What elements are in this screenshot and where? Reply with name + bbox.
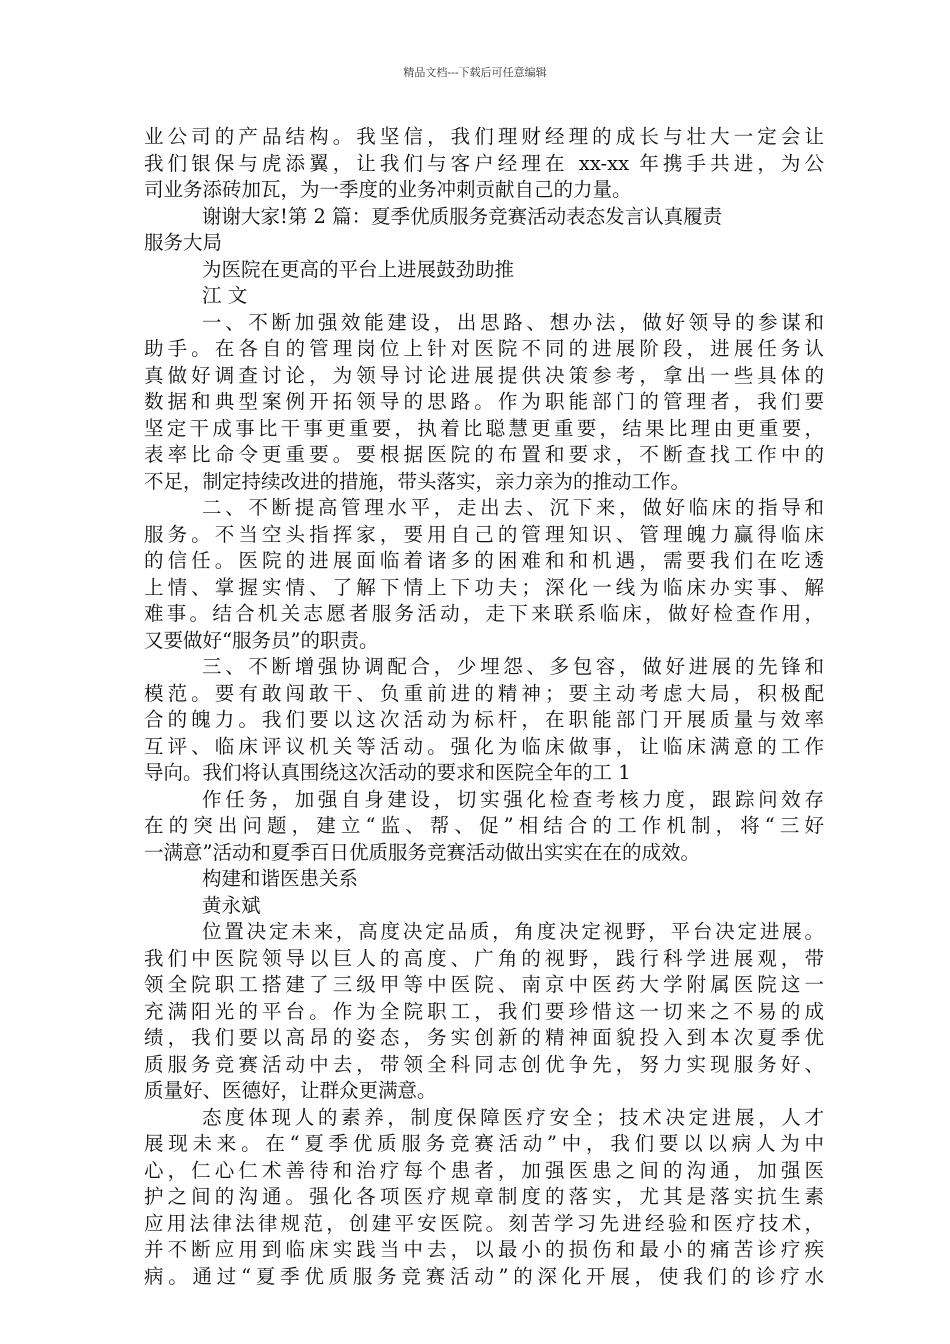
text-line: 江 文 — [202, 284, 248, 307]
text-line: 构建和谐医患关系 — [202, 867, 359, 890]
text-line: 绩，我们要以高昂的姿态，务实创新的精神面貌投入到本次夏季优 — [144, 1026, 824, 1049]
text-line: 真做好调查讨论，为领导讨论进展提供决策参考，拿出一些具体的 — [144, 363, 824, 387]
text-line: 司业务添砖加瓦，为一季度的业务冲刺贡献自己的力量。 — [144, 178, 632, 201]
text-line: 病。通过“夏季优质服务竞赛活动”的深化开展，使我们的诊疗水 — [144, 1264, 824, 1288]
text-line: 在的突出问题，建立“监、帮、促”相结合的工作机制，将“三好 — [144, 814, 824, 837]
text-line: 助手。在各自的管理岗位上针对医院不同的进展阶段，进展任务认 — [144, 337, 824, 360]
text-line: 并不断应用到临床实践当中去，以最小的损伤和最小的痛苦诊疗疾 — [144, 1238, 824, 1261]
text-line: 为医院在更高的平台上进展鼓劲助推 — [202, 257, 515, 281]
text-line: 坚定干成事比干事更重要，执着比聪慧更重要，结果比理由更重要， — [144, 416, 824, 440]
text-line: 难事。结合机关志愿者服务活动，走下来联系临床，做好检查作用， — [144, 602, 824, 625]
text-line: 又要做好“服务员”的职责。 — [144, 628, 379, 652]
text-line: 导向。我们将认真围绕这次活动的要求和医院全年的工 1 — [144, 761, 631, 784]
text-line: 我们中医院领导以巨人的高度、广角的视野，践行科学进展观，带 — [144, 946, 824, 970]
document-body — [144, 124, 824, 1290]
text-line: 合的魄力。我们要以这次活动为标杆，在职能部门开展质量与效率 — [144, 708, 824, 731]
text-line: 黄永斌 — [202, 893, 261, 917]
text-line: 一、不断加强效能建设，出思路、想办法，做好领导的参谋和 — [202, 310, 824, 334]
text-line: 应用法律法律规范，创建平安医院。刻苦学习先进经验和医疗技术， — [144, 1211, 824, 1235]
text-line: 模范。要有敢闯敢干、负重前进的精神；要主动考虑大局，积极配 — [144, 681, 824, 705]
text-line: 不足，制定持续改进的措施，带头落实，亲力亲为的推动工作。 — [144, 469, 691, 493]
text-line: 服务。不当空头指挥家，要用自己的管理知识、管理魄力赢得临床 — [144, 522, 824, 546]
text-line: 谢谢大家!第 2 篇：夏季优质服务竞赛活动表态发言认真履责 — [202, 204, 723, 228]
text-line: 质服务竞赛活动中去，带领全科同志创优争先，努力实现服务好、 — [144, 1052, 824, 1076]
text-line: 二、不断提高管理水平，走出去、沉下来，做好临床的指导和 — [202, 496, 824, 519]
text-line: 业公司的产品结构。我坚信，我们理财经理的成长与壮大一定会让 — [144, 125, 824, 148]
text-line: 领全院职工搭建了三级甲等中医院、南京中医药大学附属医院这一 — [144, 973, 824, 996]
text-line: 作任务，加强自身建设，切实强化检查考核力度，跟踪问效存 — [202, 787, 824, 811]
text-line: 一满意”活动和夏季百日优质服务竞赛活动做出实实在在的成效。 — [144, 840, 700, 864]
text-line: 表率比命令更重要。要根据医院的布置和要求，不断查找工作中的 — [144, 443, 824, 466]
text-line: 展现未来。在“夏季优质服务竞赛活动”中，我们要以以病人为中 — [144, 1132, 824, 1155]
text-line: 服务大局 — [144, 231, 223, 254]
text-line: 上情、掌握实情、了解下情上下功夫；深化一线为临床办实事、解 — [144, 575, 824, 599]
text-line: 护之间的沟通。强化各项医疗规章制度的落实，尤其是落实抗生素 — [144, 1185, 824, 1208]
text-line: 态度体现人的素养，制度保障医疗安全；技术决定进展，人才 — [202, 1105, 824, 1129]
text-line: 的信任。医院的进展面临着诸多的困难和和机遇，需要我们在吃透 — [144, 549, 824, 572]
text-line: 三、不断增强协调配合，少埋怨、多包容，做好进展的先锋和 — [202, 655, 824, 678]
text-line: 数据和典型案例开拓领导的思路。作为职能部门的管理者，我们要 — [144, 390, 824, 413]
text-line: 充满阳光的平台。作为全院职工，我们要珍惜这一切来之不易的成 — [144, 999, 824, 1023]
text-line: 位置决定未来，高度决定品质，角度决定视野，平台决定进展。 — [202, 920, 824, 943]
page-header: 精品文档---下载后可任意编辑 — [403, 66, 547, 79]
text-line: 心，仁心仁术善待和治疗每个患者，加强医患之间的沟通，加强医 — [144, 1158, 824, 1182]
text-line: 我们银保与虎添翼，让我们与客户经理在 xx-xx 年携手共进，为公 — [144, 151, 824, 175]
text-line: 互评、临床评议机关等活动。强化为临床做事，让临床满意的工作 — [144, 734, 824, 758]
text-line: 质量好、医德好，让群众更满意。 — [144, 1079, 437, 1102]
